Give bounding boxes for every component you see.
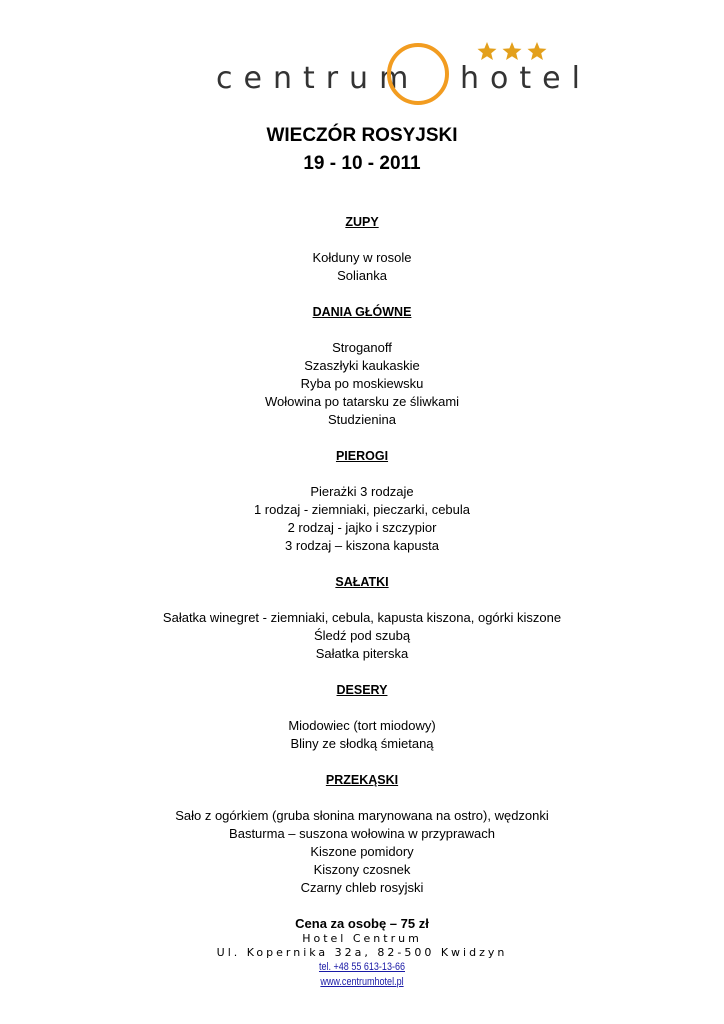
footer-address: Ul. Kopernika 32a, 82-500 Kwidzyn <box>216 946 508 959</box>
menu-item: Wołowina po tatarsku ze śliwkami <box>264 394 460 409</box>
menu-item: Kiszony czosnek <box>313 862 411 877</box>
menu-item: Stroganoff <box>332 340 392 355</box>
section-heading: DANIA GŁÓWNE <box>312 305 412 319</box>
footer <box>0 932 724 990</box>
menu-section <box>0 447 724 555</box>
star-icon <box>478 42 497 60</box>
section-heading: DESERY <box>336 683 388 697</box>
menu-section <box>0 213 724 285</box>
section-heading: ZUPY <box>345 215 379 229</box>
hotel-logo <box>0 0 724 120</box>
price: Cena za osobę – 75 zł <box>295 916 429 931</box>
menu-item: 3 rodzaj – kiszona kapusta <box>285 538 439 553</box>
section-heading: PIEROGI <box>335 449 389 463</box>
menu-item: Kołduny w rosole <box>312 250 412 265</box>
menu-item: Miodowiec (tort miodowy) <box>288 718 436 733</box>
menu-item: Pierażki 3 rodzaje <box>310 484 414 499</box>
star-icon <box>528 42 547 60</box>
menu-section <box>0 573 724 663</box>
footer-hotel-name: Hotel Centrum <box>302 932 422 945</box>
menu-sections <box>0 213 724 897</box>
menu-item: Czarny chleb rosyjski <box>300 880 424 895</box>
menu-item: Szaszłyki kaukaskie <box>304 358 420 373</box>
section-heading: PRZEKĄSKI <box>325 773 399 787</box>
menu-section <box>0 303 724 429</box>
event-title: WIECZÓR ROSYJSKI <box>266 125 458 146</box>
logo-text-hotel: hotel <box>460 61 591 96</box>
menu <box>0 213 724 933</box>
logo-stars <box>478 42 547 60</box>
logo-graphic <box>0 0 724 120</box>
section-heading: SAŁATKI <box>335 575 389 589</box>
menu-item: Sało z ogórkiem (gruba słonina marynowana na ostro), wędzonki <box>175 808 549 823</box>
menu-item: Sałatka piterska <box>315 646 409 661</box>
website-link[interactable]: www.centrumhotel.pl <box>320 976 404 988</box>
menu-section <box>0 681 724 753</box>
menu-item: Śledź pod szubą <box>313 628 411 643</box>
star-icon <box>503 42 522 60</box>
menu-item: Kiszone pomidory <box>310 844 414 859</box>
event-date: 19 - 10 - 2011 <box>303 153 421 174</box>
menu-item: 1 rodzaj - ziemniaki, pieczarki, cebula <box>253 502 471 517</box>
phone-link[interactable]: tel. +48 55 613-13-66 <box>318 961 405 973</box>
logo-text-centrum: centrum <box>216 61 420 96</box>
menu-item: Ryba po moskiewsku <box>300 376 424 391</box>
menu-item: 2 rodzaj - jajko i szczypior <box>287 520 437 535</box>
menu-item: Sałatka winegret - ziemniaki, cebula, kapusta kiszona, ogórki kiszone <box>162 610 562 625</box>
menu-section <box>0 771 724 897</box>
event-header <box>0 122 724 178</box>
menu-item: Bliny ze słodką śmietaną <box>290 736 434 751</box>
menu-item: Studzienina <box>328 412 396 427</box>
menu-item: Solianka <box>337 268 387 283</box>
menu-item: Basturma – suszona wołowina w przyprawach <box>229 826 495 841</box>
